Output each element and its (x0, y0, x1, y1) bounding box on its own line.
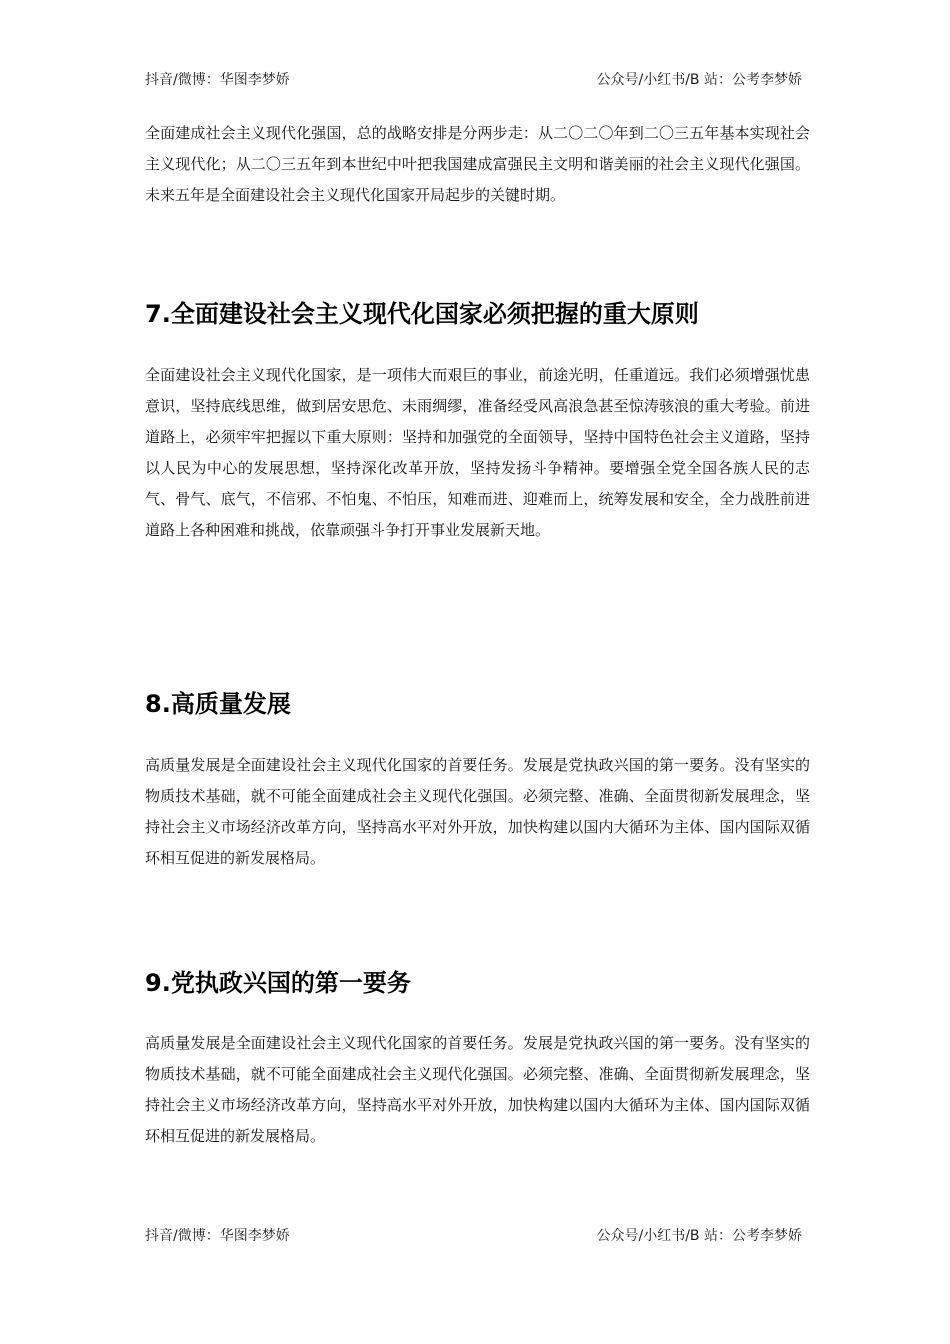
header-right-text: 公众号/小红书/B 站：公考李梦娇 (596, 72, 802, 88)
intro-paragraph: 全面建成社会主义现代化强国，总的战略安排是分两步走：从二〇二〇年到二〇三五年基本实现社会主义现代化；从二〇三五年到本世纪中叶把我国建成富强民主文明和谐美丽的社会主义现代化强国。未来五年是全面建设社会主义现代化国家开局起步的关键时期。 (145, 124, 810, 204)
section-7-heading: 7.全面建设社会主义现代化国家必须把握的重大原则 (145, 300, 699, 328)
section-8-heading: 8.高质量发展 (145, 690, 291, 718)
footer-right-text: 公众号/小红书/B 站：公考李梦娇 (596, 1228, 802, 1244)
footer-left-text: 抖音/微博：华图李梦娇 (145, 1228, 290, 1244)
section-7-paragraph: 全面建设社会主义现代化国家，是一项伟大而艰巨的事业，前途光明，任重道远。我们必须增强忧患意识，坚持底线思维，做到居安思危、未雨绸缪，准备经受风高浪急甚至惊涛骇浪的重大考验。前进道路上，必须牢牢把握以下重大原则：坚持和加强党的全面领导，坚持中国特色社会主义道路，坚持以人民为中心的发展思想，坚持深化改革开放，坚持发扬斗争精神。要增强全党全国各族人民的志气、骨气、底气，不信邪、不怕鬼、不怕压，知难而进、迎难而上，统筹发展和安全，全力战胜前进道路上各种困难和挑战，依靠顽强斗争打开事业发展新天地。 (145, 366, 810, 539)
header-left-text: 抖音/微博：华图李梦娇 (145, 72, 290, 88)
section-9-heading: 9.党执政兴国的第一要务 (145, 969, 411, 997)
section-9-paragraph: 高质量发展是全面建设社会主义现代化国家的首要任务。发展是党执政兴国的第一要务。没有坚实的物质技术基础，就不可能全面建成社会主义现代化强国。必须完整、准确、全面贯彻新发展理念，坚持社会主义市场经济改革方向，坚持高水平对外开放，加快构建以国内大循环为主体、国内国际双循环相互促进的新发展格局。 (145, 1034, 810, 1145)
section-8-paragraph: 高质量发展是全面建设社会主义现代化国家的首要任务。发展是党执政兴国的第一要务。没有坚实的物质技术基础，就不可能全面建成社会主义现代化强国。必须完整、准确、全面贯彻新发展理念，坚持社会主义市场经济改革方向，坚持高水平对外开放，加快构建以国内大循环为主体、国内国际双循环相互促进的新发展格局。 (145, 756, 810, 867)
